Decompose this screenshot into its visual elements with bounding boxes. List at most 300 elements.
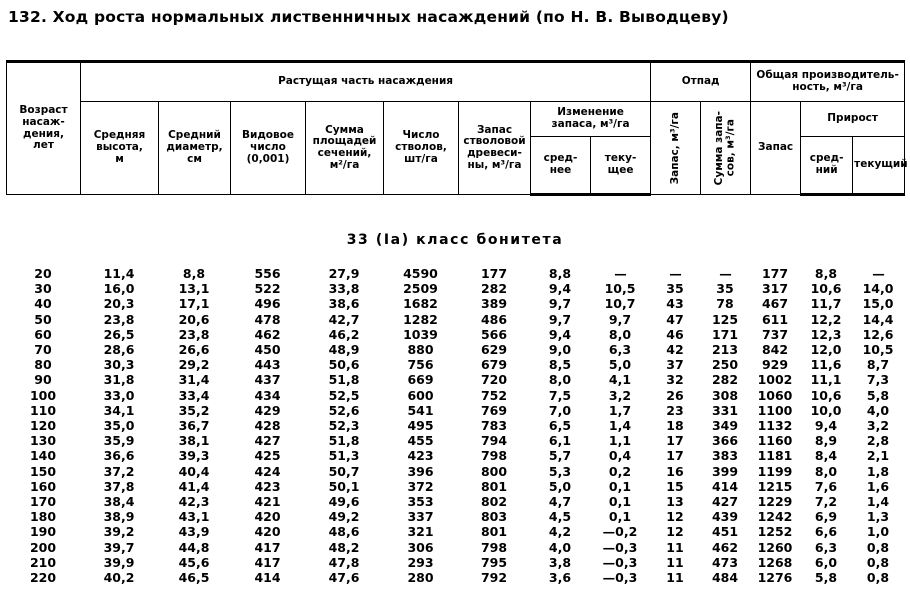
table-cell: 130 — [29, 433, 57, 449]
table-cell: 0,2 — [608, 463, 632, 479]
table-cell: 1215 — [757, 478, 793, 494]
table-cell: 17 — [666, 448, 684, 464]
table-cell: 331 — [711, 402, 739, 418]
table-cell: 30 — [34, 281, 52, 297]
table-cell: 842 — [761, 342, 789, 358]
table-cell: 26,6 — [178, 342, 210, 358]
table-row — [6, 342, 904, 357]
col-head-stem-volume-l4: ны, м³/га — [467, 158, 522, 171]
table-cell: 42,7 — [328, 311, 360, 327]
table-cell: 443 — [254, 357, 281, 373]
table-cell: 0,1 — [608, 494, 632, 510]
table-cell: 282 — [711, 372, 739, 388]
table-cell: 1,4 — [866, 494, 890, 510]
table-cell: 8,0 — [608, 326, 632, 342]
table-body — [6, 266, 904, 585]
table-cell: 90 — [34, 372, 52, 388]
table-cell: 45,6 — [178, 554, 210, 570]
table-cell: 317 — [761, 281, 789, 297]
table-cell: 306 — [407, 539, 434, 555]
table-cell: 798 — [480, 448, 508, 464]
table-cell: 100 — [29, 387, 57, 403]
table-cell: 679 — [480, 357, 508, 373]
col-head-stem-volume-l1: Запас — [476, 123, 513, 136]
table-cell: 366 — [711, 433, 739, 449]
table-cell: 5,0 — [548, 478, 572, 494]
table-cell: 484 — [711, 570, 739, 586]
table-cell: 2,8 — [866, 433, 890, 449]
table-cell: 752 — [480, 387, 508, 403]
table-cell: 473 — [711, 554, 739, 570]
table-cell: 420 — [254, 509, 281, 525]
table-cell: 414 — [254, 570, 281, 586]
table-cell: 50 — [34, 311, 52, 327]
group-head-volume-change — [531, 102, 651, 137]
table-cell: 12,0 — [810, 342, 842, 358]
table-cell: 1,7 — [608, 402, 632, 418]
col-head-increment-mean-l1: сред- — [809, 152, 844, 165]
table-row — [6, 524, 904, 539]
col-head-form-factor — [231, 102, 306, 195]
table-cell: 414 — [711, 478, 739, 494]
table-cell: 6,5 — [548, 418, 572, 434]
col-head-increment-mean-l2: ний — [815, 164, 838, 176]
col-head-stem-count — [384, 102, 459, 195]
table-cell: 32 — [666, 372, 684, 388]
col-head-form-factor-l3: (0,001) — [246, 152, 290, 165]
table-cell: 213 — [711, 342, 739, 358]
table-row — [6, 433, 904, 448]
col-head-mean-height-l2: высота, — [96, 141, 143, 154]
table-cell: 177 — [761, 266, 789, 281]
table-cell: 38,6 — [328, 296, 360, 312]
table-cell: 1,3 — [866, 509, 890, 525]
group-head-otpad: Отпад — [651, 62, 751, 102]
table-row — [6, 448, 904, 463]
col-head-otpad-volume-wrap — [652, 105, 699, 191]
table-cell: 8,7 — [866, 357, 890, 373]
table-cell: 26 — [666, 387, 684, 403]
table-header — [6, 60, 908, 196]
col-head-stem-count-l2: стволов, — [395, 141, 447, 154]
table-cell: 41,4 — [178, 478, 210, 494]
table-cell: 566 — [480, 326, 508, 342]
table-cell: 1229 — [757, 494, 793, 510]
table-cell: 427 — [711, 494, 739, 510]
table-cell: 1260 — [757, 539, 793, 555]
col-head-mean-height — [81, 102, 159, 195]
group-head-total-l1: Общая производитель- — [756, 69, 899, 82]
table-cell: — — [669, 266, 681, 281]
table-cell: 50,6 — [328, 357, 360, 373]
table-cell: 12,6 — [862, 326, 894, 342]
col-head-stem-volume-l3: древеси- — [467, 147, 522, 159]
table-cell: —0,3 — [602, 554, 638, 570]
table-cell: 5,8 — [866, 387, 890, 403]
table-cell: 0,8 — [866, 570, 890, 586]
table-cell: 427 — [254, 433, 281, 449]
table-cell: 737 — [761, 326, 789, 342]
table-cell: 110 — [29, 402, 57, 418]
col-head-otpad-volume — [651, 102, 701, 195]
table-cell: 428 — [254, 418, 281, 434]
table-cell: 46,5 — [178, 570, 210, 586]
col-head-form-factor-l1: Видовое — [241, 129, 295, 142]
table-cell: 26,5 — [103, 326, 135, 342]
table-cell: 35 — [716, 281, 734, 297]
table-cell: 792 — [480, 570, 508, 586]
header-row-sub — [7, 102, 905, 137]
table-cell: 783 — [480, 418, 508, 434]
table-cell: —0,3 — [602, 570, 638, 586]
table-cell: 31,4 — [178, 372, 210, 388]
col-head-change-mean-l2: нее — [549, 164, 572, 176]
table-cell: 5,3 — [548, 463, 572, 479]
table-cell: 1276 — [757, 570, 793, 586]
table-cell: 27,9 — [328, 266, 360, 281]
table-cell: 48,6 — [328, 524, 360, 540]
table-cell: 38,1 — [178, 433, 210, 449]
col-head-mean-height-l3: м — [115, 152, 124, 165]
table-cell: 1282 — [403, 311, 438, 327]
table-cell: 20,3 — [103, 296, 135, 312]
table-cell: 37,8 — [103, 478, 135, 494]
table-cell: 451 — [711, 524, 739, 540]
table-cell: 720 — [480, 372, 508, 388]
col-head-basal-area-l3: сечений, — [317, 147, 372, 159]
table-cell: 2509 — [403, 281, 438, 297]
table-cell: 20 — [34, 266, 52, 281]
table-cell: 13,1 — [178, 281, 210, 297]
table-cell: 60 — [34, 326, 52, 342]
table-cell: 80 — [34, 357, 52, 373]
table-row — [6, 540, 904, 555]
col-head-change-current-l1: теку- — [604, 152, 637, 165]
table-cell: 10,6 — [810, 387, 842, 403]
table-cell: 1,6 — [866, 478, 890, 494]
table-cell: 10,5 — [862, 342, 894, 358]
table-cell: 33,8 — [328, 281, 360, 297]
table-cell: 794 — [480, 433, 508, 449]
table-cell: 9,7 — [548, 296, 572, 312]
table-cell: 37,2 — [103, 463, 135, 479]
group-head-volume-change-l2: запаса, м³/га — [551, 118, 630, 130]
table-cell: 467 — [761, 296, 789, 312]
table-cell: 150 — [29, 463, 57, 479]
table-cell: 756 — [407, 357, 434, 373]
table-cell: 51,3 — [328, 448, 360, 464]
table-cell: 1,0 — [866, 524, 890, 540]
table-cell: 11,6 — [810, 357, 842, 373]
table-cell: 421 — [254, 494, 281, 510]
table-cell: 795 — [480, 554, 508, 570]
col-head-otpad-sum-wrap — [702, 105, 749, 191]
group-head-total-productivity — [751, 62, 905, 102]
table-cell: 38,4 — [103, 494, 135, 510]
table-cell: 47,6 — [328, 570, 360, 586]
table-cell: 803 — [480, 509, 508, 525]
table-cell: 14,0 — [862, 281, 894, 297]
table-cell: 6,9 — [814, 509, 838, 525]
table-cell: 423 — [407, 448, 434, 464]
table-cell: 39,3 — [178, 448, 210, 464]
col-head-mean-diameter-l3: см — [187, 152, 202, 165]
table-cell: 1,8 — [866, 463, 890, 479]
table-cell: 51,8 — [328, 433, 360, 449]
table-cell: 1,4 — [608, 418, 632, 434]
table-cell: 372 — [407, 478, 434, 494]
table-cell: 3,6 — [548, 570, 572, 586]
group-head-volume-change-l1: Изменение — [557, 106, 624, 119]
table-cell: 44,8 — [178, 539, 210, 555]
table-cell: 47 — [666, 311, 684, 327]
table-cell: 39,9 — [103, 554, 135, 570]
table-cell: 170 — [29, 494, 57, 510]
table-cell: 1242 — [757, 509, 793, 525]
table-cell: 250 — [711, 357, 739, 373]
table-cell: 78 — [716, 296, 734, 312]
col-head-basal-area-l2: площадей — [312, 135, 377, 148]
table-cell: 321 — [407, 524, 434, 540]
table-cell: 125 — [711, 311, 739, 327]
table-row — [6, 312, 904, 327]
table-cell: 1160 — [757, 433, 793, 449]
col-head-otpad-sum-text — [714, 111, 737, 185]
table-cell: 0,1 — [608, 478, 632, 494]
table-cell: 31,8 — [103, 372, 135, 388]
table-cell: 43,1 — [178, 509, 210, 525]
table-cell: 450 — [254, 342, 281, 358]
col-head-otpad-sum-l2: сов, м³/га — [724, 119, 737, 177]
table-cell: 23 — [666, 402, 684, 418]
table-row — [6, 357, 904, 372]
table-cell: 308 — [711, 387, 739, 403]
table-row — [6, 372, 904, 387]
table-cell: 437 — [254, 372, 281, 388]
table-cell: 23,8 — [178, 326, 210, 342]
col-head-age — [7, 62, 81, 195]
table-cell: 4590 — [403, 266, 438, 281]
table-cell: 46,2 — [328, 326, 360, 342]
table-cell: 12,2 — [810, 311, 842, 327]
table-cell: 9,4 — [548, 281, 572, 297]
table-cell: 353 — [407, 494, 434, 510]
table-cell: 1,1 — [608, 433, 632, 449]
table-cell: 11 — [666, 570, 684, 586]
table-cell: 4,1 — [608, 372, 632, 388]
table-cell: 6,1 — [548, 433, 572, 449]
col-head-change-mean — [531, 137, 591, 195]
table-cell: 9,4 — [548, 326, 572, 342]
table-cell: 337 — [407, 509, 434, 525]
table-cell: 180 — [29, 509, 57, 525]
table-cell: 50,7 — [328, 463, 360, 479]
table-cell: 16,0 — [103, 281, 135, 297]
table-cell: 425 — [254, 448, 281, 464]
table-cell: 3,2 — [608, 387, 632, 403]
table-row — [6, 555, 904, 570]
table-row — [6, 266, 904, 281]
table-row — [6, 494, 904, 509]
table-cell: 16 — [666, 463, 684, 479]
group-head-growing-part: Растущая часть насаждения — [81, 62, 651, 102]
table-cell: 611 — [761, 311, 789, 327]
table-cell: 801 — [480, 478, 508, 494]
table-cell: 389 — [480, 296, 508, 312]
table-cell: 70 — [34, 342, 52, 358]
header-row-groups — [7, 62, 905, 102]
col-head-age-l3: дения, — [23, 127, 64, 140]
table-cell: 10,7 — [604, 296, 636, 312]
table-cell: 293 — [407, 554, 434, 570]
col-head-otpad-sum-l1: Сумма запа- — [713, 110, 726, 186]
table-cell: 5,0 — [608, 357, 632, 373]
table-cell: 8,9 — [814, 433, 838, 449]
table-cell: 10,6 — [810, 281, 842, 297]
table-cell: 171 — [711, 326, 739, 342]
col-head-change-current-l2: щее — [607, 164, 634, 176]
table-cell: 12,3 — [810, 326, 842, 342]
table-cell: 40,4 — [178, 463, 210, 479]
table-cell: 486 — [480, 311, 508, 327]
table-row — [6, 388, 904, 403]
table-cell: 3,2 — [866, 418, 890, 434]
table-cell: 8,8 — [548, 266, 572, 281]
table-cell: 23,8 — [103, 311, 135, 327]
col-head-stem-count-l3: шт/га — [404, 152, 438, 165]
table-cell: 802 — [480, 494, 508, 510]
table-cell: 20,6 — [178, 311, 210, 327]
table-cell: 6,0 — [814, 554, 838, 570]
table-cell: 47,8 — [328, 554, 360, 570]
table-cell: 798 — [480, 539, 508, 555]
col-head-increment-current: текущий — [853, 137, 905, 195]
table-cell: 43,9 — [178, 524, 210, 540]
table-cell: 14,4 — [862, 311, 894, 327]
table-cell: 1039 — [403, 326, 438, 342]
table-cell: 496 — [254, 296, 281, 312]
table-cell: 462 — [711, 539, 739, 555]
table-cell: 11 — [666, 554, 684, 570]
table-cell: 600 — [407, 387, 434, 403]
table-cell: —0,2 — [602, 524, 638, 540]
table-cell: 7,6 — [814, 478, 838, 494]
table-cell: 1132 — [757, 418, 793, 434]
table-cell: 35,0 — [103, 418, 135, 434]
table-cell: 1060 — [757, 387, 793, 403]
col-head-change-mean-l1: сред- — [543, 152, 578, 165]
table-cell: 48,2 — [328, 539, 360, 555]
table-cell: 38,9 — [103, 509, 135, 525]
table-cell: 11 — [666, 539, 684, 555]
table-cell: 455 — [407, 433, 434, 449]
table-cell: 120 — [29, 418, 57, 434]
col-head-basal-area-l1: Сумма — [325, 123, 364, 136]
table-cell: 8,0 — [814, 463, 838, 479]
table-cell: 541 — [407, 402, 434, 418]
col-head-mean-diameter-l1: Средний — [168, 129, 221, 142]
table-cell: 495 — [407, 418, 434, 434]
table-cell: 0,4 — [608, 448, 632, 464]
table-cell: 46 — [666, 326, 684, 342]
col-head-mean-diameter — [159, 102, 231, 195]
table-cell: 160 — [29, 478, 57, 494]
table-cell: 49,2 — [328, 509, 360, 525]
table-cell: 4,7 — [548, 494, 572, 510]
table-cell: 11,1 — [810, 372, 842, 388]
table-cell: 36,7 — [178, 418, 210, 434]
table-row — [6, 296, 904, 311]
table-cell: 383 — [711, 448, 739, 464]
table-cell: 190 — [29, 524, 57, 540]
table-cell: 282 — [480, 281, 508, 297]
table-cell: — — [872, 266, 884, 281]
table-cell: 439 — [711, 509, 739, 525]
table-cell: 9,4 — [814, 418, 838, 434]
data-rows-container — [6, 266, 904, 585]
quality-class-subtitle: 33 (Ia) класс бонитета — [346, 232, 564, 248]
table-cell: 9,7 — [608, 311, 632, 327]
table-cell: 220 — [29, 570, 57, 586]
table-cell: 10,5 — [604, 281, 636, 297]
col-head-stem-count-l1: Число — [402, 129, 440, 142]
table-cell: — — [614, 266, 626, 281]
table-cell: 35,9 — [103, 433, 135, 449]
table-cell: 200 — [29, 539, 57, 555]
table-row — [6, 418, 904, 433]
table-cell: 28,6 — [103, 342, 135, 358]
table-cell: 52,3 — [328, 418, 360, 434]
table-cell: 42,3 — [178, 494, 210, 510]
table-cell: 15 — [666, 478, 684, 494]
table-cell: — — [719, 266, 731, 281]
table-cell: 40 — [34, 296, 52, 312]
table-cell: 11,4 — [103, 266, 135, 281]
table-row — [6, 403, 904, 418]
table-cell: 280 — [407, 570, 434, 586]
table-cell: 5,8 — [814, 570, 838, 586]
table-cell: 36,6 — [103, 448, 135, 464]
table-cell: —0,3 — [602, 539, 638, 555]
col-head-age-l1: Возраст — [19, 104, 68, 116]
table-cell: 43 — [666, 296, 684, 312]
table-cell: 34,1 — [103, 402, 135, 418]
table-cell: 12 — [666, 509, 684, 525]
table-cell: 30,3 — [103, 357, 135, 373]
table-cell: 434 — [254, 387, 281, 403]
table-cell: 4,0 — [866, 402, 890, 418]
table-cell: 4,2 — [548, 524, 572, 540]
table-cell: 3,8 — [548, 554, 572, 570]
table-cell: 6,3 — [608, 342, 632, 358]
col-head-stem-volume-l2: стволовой — [463, 135, 526, 148]
table-cell: 15,0 — [862, 296, 894, 312]
table-cell: 417 — [254, 539, 281, 555]
table-cell: 1100 — [757, 402, 793, 418]
table-cell: 880 — [407, 342, 434, 358]
table-cell: 929 — [761, 357, 789, 373]
table-cell: 1268 — [757, 554, 793, 570]
table-cell: 35 — [666, 281, 684, 297]
table-cell: 1252 — [757, 524, 793, 540]
table-cell: 10,0 — [810, 402, 842, 418]
table-cell: 50,1 — [328, 478, 360, 494]
table-cell: 13 — [666, 494, 684, 510]
table-cell: 7,3 — [866, 372, 890, 388]
table-cell: 39,2 — [103, 524, 135, 540]
table-cell: 0,8 — [866, 554, 890, 570]
table-cell: 33,0 — [103, 387, 135, 403]
